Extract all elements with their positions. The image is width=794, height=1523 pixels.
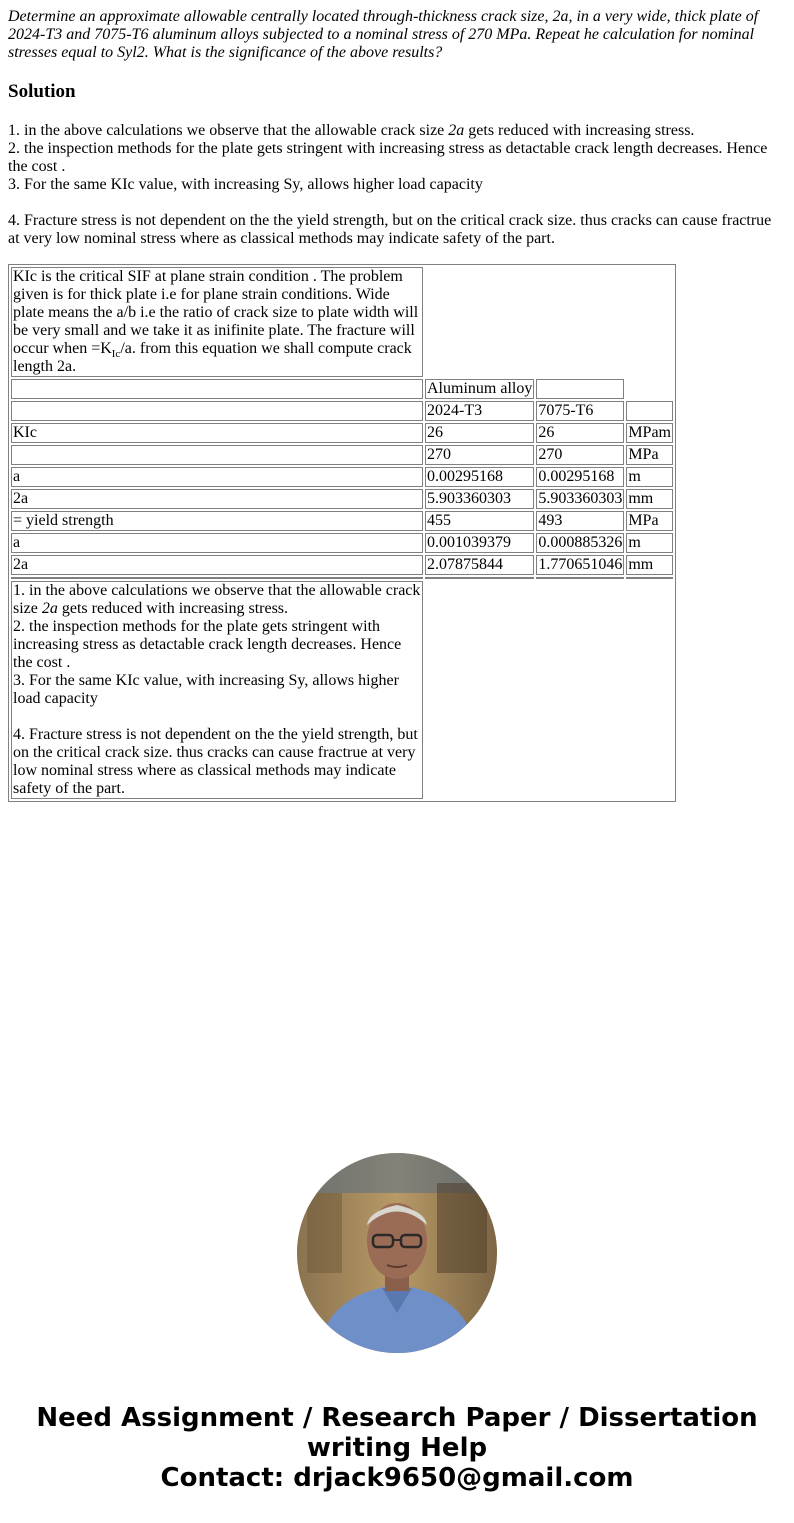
row-unit: MPa: [626, 445, 673, 465]
row-unit: mm: [626, 489, 673, 509]
value-7075: 5.903360303: [538, 490, 623, 507]
note-1-emphasis: 2a: [448, 122, 465, 139]
promo-line-1: Need Assignment / Research Paper / Dissertation: [36, 1403, 758, 1433]
table-row: [11, 511, 673, 531]
table-row: [11, 577, 673, 579]
empty-row-cell: [626, 577, 673, 579]
empty-cell: [425, 267, 673, 377]
table-cell: [11, 379, 423, 399]
spacer: [8, 194, 786, 212]
table-note-4: 4. Fracture stress is not dependent on the the yield strength, but on the critical crack size. thus cracks can cause fractrue at very low nominal stress where as classical methods may indicate safety of the part.: [13, 726, 418, 797]
alloy-1-header: 2024-T3: [425, 401, 534, 421]
empty-row-cell: [425, 577, 534, 579]
solution-notes: [8, 122, 786, 248]
value-2024: 5.903360303: [425, 489, 534, 509]
note-3: 3. For the same KIc value, with increasing Sy, allows higher load capacity: [8, 176, 483, 193]
row-label: = yield strength: [11, 511, 423, 531]
row-unit: mm: [626, 555, 673, 575]
value-2024: 455: [425, 511, 534, 531]
row-label: KIc: [11, 423, 423, 443]
promo-text: [0, 1403, 794, 1493]
table-note-3: 3. For the same KIc value, with increasing Sy, allows higher load capacity: [13, 672, 399, 707]
table-cell: [626, 401, 673, 421]
question-text: Determine an approximate allowable centrally located through-thickness crack size, 2a, in a very wide, thick plate of 2024-T3 and 7075-T6 aluminum alloys subjected to a nominal stress of 270 MPa. Repeat he calculation for nominal stresses equal to Syl2. What is the significance of the above results?: [8, 8, 759, 61]
table-row: [11, 467, 673, 487]
value-7075: 26: [536, 423, 624, 443]
empty-cell: [626, 379, 673, 399]
table-note-1-text-end: gets reduced with increasing stress.: [57, 600, 289, 617]
table-note-1-text: 1. in the above calculations we observe that the allowable crack size: [13, 582, 421, 617]
note-1-text: 1. in the above calculations we observe that the allowable crack size: [8, 122, 449, 139]
row-label: 2a: [11, 555, 423, 575]
table-row: [11, 379, 673, 399]
table-row: [11, 445, 673, 465]
table-note-2: 2. the inspection methods for the plate gets stringent with increasing stress as detactable crack length decreases. Hence the cost .: [13, 618, 402, 671]
value-7075: 493: [536, 511, 624, 531]
table-row: [11, 423, 673, 443]
intro-subscript: Ic: [111, 348, 121, 360]
value-7075: 1.770651046: [538, 556, 623, 573]
alloy-2-header: 7075-T6: [536, 401, 624, 421]
empty-row-cell: [536, 577, 624, 579]
value-2024: 2.07875844: [425, 555, 534, 575]
row-label: a: [11, 467, 423, 487]
author-photo: [297, 1153, 497, 1353]
material-header: Aluminum alloy: [427, 380, 533, 397]
table-intro-cell: [11, 267, 423, 377]
promo-line-2: writing Help: [306, 1433, 488, 1463]
table-row: [11, 581, 673, 799]
table-notes-cell: [11, 581, 423, 799]
table-row: [11, 267, 673, 377]
table-row: [11, 401, 673, 421]
solution-table: [8, 264, 676, 802]
table-row: [11, 533, 673, 553]
intro-text: KIc is the critical SIF at plane strain condition . The problem given is for thick plate i.e for plane strain conditions. Wide plate means the a/b i.e the ratio of crack size to plate width will be very small and we take it as inifinite plate. The fracture will occur when =K: [13, 268, 419, 357]
intro-text-end: /a. from this equation we shall compute crack length 2a.: [13, 340, 412, 375]
note-2: 2. the inspection methods for the plate gets stringent with increasing stress as detactable crack length decreases. Hence the cost .: [8, 140, 768, 175]
value-7075: 270: [536, 445, 624, 465]
promo-section: [0, 1153, 794, 1493]
value-2024: 0.00295168: [425, 467, 534, 487]
table-cell: [536, 379, 624, 399]
value-7075: 0.000885326: [538, 534, 623, 551]
note-1-text-end: gets reduced with increasing stress.: [464, 122, 695, 139]
value-2024: 26: [425, 423, 534, 443]
row-label: a: [11, 533, 423, 553]
table-row: [11, 555, 673, 575]
empty-row-cell: [11, 577, 423, 579]
author-portrait-image: [297, 1153, 497, 1353]
row-unit: m: [626, 533, 673, 553]
value-7075: 0.00295168: [536, 467, 624, 487]
note-4: 4. Fracture stress is not dependent on the the yield strength, but on the critical crack size. thus cracks can cause fractrue at very low nominal stress where as classical methods may indicate safety of the part.: [8, 212, 772, 247]
note-1: [8, 122, 786, 140]
row-label: 2a: [11, 489, 423, 509]
row-unit: MPam: [628, 424, 671, 441]
solution-heading: Solution: [8, 81, 76, 102]
empty-cell: [425, 581, 673, 799]
promo-contact[interactable]: Contact: drjack9650@gmail.com: [160, 1463, 634, 1493]
row-unit: m: [626, 467, 673, 487]
value-2024: 0.001039379: [425, 533, 534, 553]
table-note-1-emphasis: 2a: [41, 600, 58, 617]
row-unit: MPa: [626, 511, 673, 531]
row-label: [11, 445, 423, 465]
table-row: [11, 489, 673, 509]
table-cell: [11, 401, 423, 421]
value-2024: 270: [425, 445, 534, 465]
